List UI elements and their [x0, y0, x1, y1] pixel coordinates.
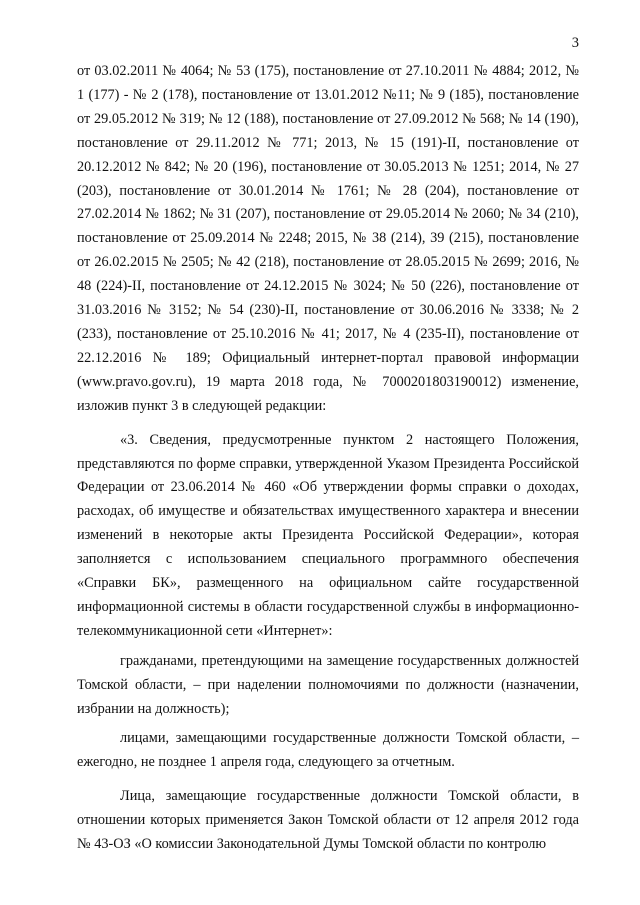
paragraph-persons: Лица, замещающие государственные должности Томской области, в отношении которых применяется Закон Томской области от 12 апреля 2012 года № 43-ОЗ «О комиссии Законодательной Думы Томской области по контролю: [77, 788, 579, 853]
paragraph-amendment-sources: от 03.02.2011 № 4064; № 53 (175), постановление от 27.10.2011 № 4884; 2012, № 1 (177) - № 2 (178), постановление от 13.01.2012 №11; № 9 (185), постановление от 29.05.2012 № 319; № 12 (188), постановление от 27.09.2012 № 568; № 14 (190), постановление от 29.11.2012 № 771; 2013, № 15 (191)-II, постановление от 20.12.2012 № 842; № 20 (196), постановление от 30.05.2013 № 1251; 2014, № 27 (203), постановление от 30.01.2014 № 1761; № 28 (204), постановление от 27.02.2014 № 1862; № 31 (207), постановление от 29.05.2014 № 2060; № 34 (210), постановление от 25.09.2014 № 2248; 2015, № 38 (214), 39 (215), постановление от 26.02.2015 № 2505; № 42 (218), постановление от 28.05.2015 № 2699; 2016, № 48 (224)-II, постановление от 24.12.2015 № 3024; № 50 (226), постановление от 31.03.2016 № 3152; № 54 (230)-II, постановление от 30.06.2016 № 3338; № 2 (233), постановление от 25.10.2016 № 41; 2017, № 4 (235-II), постановление от 22.12.2016 № 189; Официальный интернет-портал правовой информации (www.pravo.gov.ru), 19 марта 2018 года, № 7000201803190012) изменение, изложив пункт 3 в следующей редакции:: [77, 63, 579, 414]
document-body: [77, 60, 579, 857]
page-number: 3: [571, 35, 579, 51]
paragraph-candidates: гражданами, претендующими на замещение государственных должностей Томской области, – при наделении полномочиями по должности (назначении, избрании на должность);: [77, 652, 579, 717]
paragraph-point-3: «3. Сведения, предусмотренные пунктом 2 настоящего Положения, представляются по форме справки, утвержденной Указом Президента Российской Федерации от 23.06.2014 № 460 «Об утверждении формы справки о доходах, расходах, об имуществе и обязательствах имущественного характера и внесении изменений в некоторые акты Президента Российской Федерации», которая заполняется с использованием специального программного обеспечения «Справки БК», размещенного на официальном сайте государственной информационной системы в области государственной службы в информационно-телекоммуникационной сети «Интернет»:: [77, 431, 579, 639]
paragraph-officeholders: лицами, замещающими государственные должности Томской области, – ежегодно, не позднее 1 апреля года, следующего за отчетным.: [77, 730, 579, 771]
